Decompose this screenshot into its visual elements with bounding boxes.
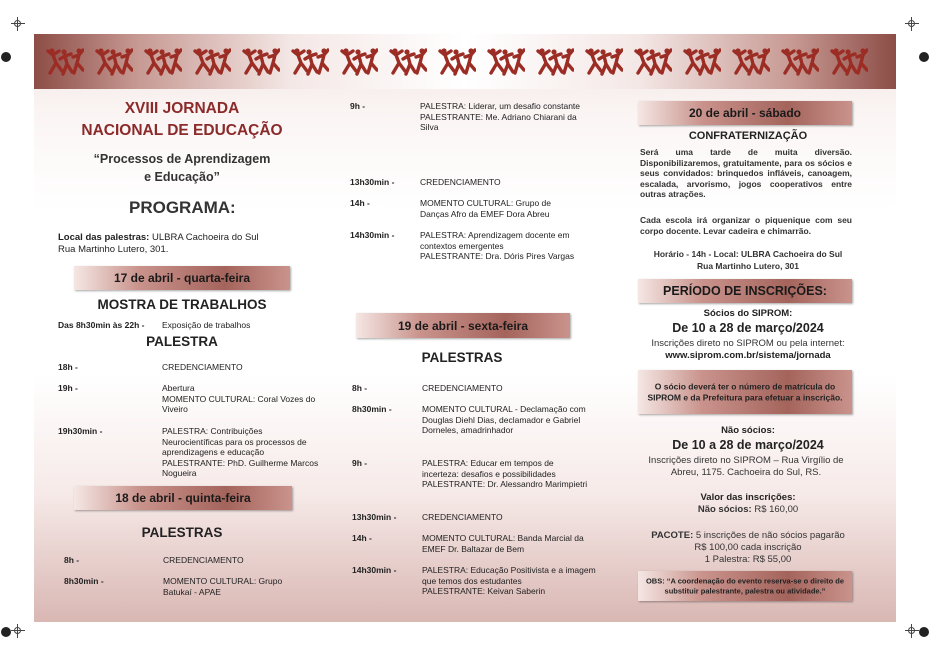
brochure-sheet [34, 34, 896, 622]
schedule-time: 8h - [64, 555, 80, 565]
mostra-desc: Exposição de trabalhos [162, 320, 251, 330]
dancing-people-icon [95, 46, 133, 78]
day19-date-label: 19 de abril - sexta-feira [397, 318, 529, 333]
dancing-people-icon [536, 46, 574, 78]
matricula-note-box [638, 370, 852, 414]
dancing-people-icon [487, 46, 525, 78]
dancing-people-icon [389, 46, 427, 78]
pacote-line3: 1 Palestra: R$ 55,00 [704, 554, 792, 565]
event-title-line1: XVIII JORNADA [124, 100, 240, 117]
local-line [58, 232, 259, 244]
schedule-time: 8h30min - [352, 404, 392, 414]
day18-date-bar [74, 486, 292, 510]
palestras-heading: PALESTRAS [421, 350, 503, 365]
valor-nao-socios-line [620, 504, 876, 516]
schedule-time: 19h - [58, 383, 78, 393]
dancing-people-icon [46, 46, 84, 78]
decorative-header-band [34, 34, 896, 89]
schedule-desc: PALESTRA: Educação Positivista e a imagem que temos dos estudantes PALESTRANTE: Keivan Saberin [422, 565, 596, 596]
schedule-desc: MOMENTO CULTURAL - Declamação com Douglas Diehl Dias, declamador e Gabriel Dorneles, amadrinhador [422, 404, 586, 435]
schedule-desc: PALESTRA: Liderar, um desafio constante PALESTRANTE: Me. Adriano Chiarani da Silva [420, 101, 581, 132]
pacote-line2: R$ 100,00 cada inscrição [694, 542, 802, 553]
schedule-time: 13h30min - [352, 512, 397, 522]
day18-date-label: 18 de abril - quinta-feira [115, 491, 251, 505]
schedule-desc: CREDENCIAMENTO [422, 383, 503, 393]
local-value: ULBRA Cachoeira do Sul [149, 232, 259, 243]
schedule-desc: Abertura MOMENTO CULTURAL: Coral Vozes do Viveiro [162, 383, 316, 414]
event-subtitle-line1: “Processos de Aprendizagem [93, 152, 271, 166]
schedule-desc: CREDENCIAMENTO [420, 177, 501, 187]
siprom-link[interactable]: www.siprom.com.br/sistema/jornada [665, 350, 831, 361]
schedule-desc: CREDENCIAMENTO [163, 555, 244, 565]
matricula-note: O sócio deverá ter o número de matrícula do SIPROM e da Prefeitura para efetuar a inscrição. [647, 381, 843, 402]
piquenique-text: Cada escola irá organizar o piquenique com seu corpo docente. Levar cadeira e chimarrão. [640, 215, 852, 236]
local-address: Rua Martinho Lutero, 301. [58, 244, 169, 255]
crop-mark-icon [11, 17, 25, 31]
day17-date-label: 17 de abril - quarta-feira [113, 271, 251, 285]
confraternizacao-text: Será uma tarde de muita diversão. Disponibilizaremos, gratuitamente, para os sócios e seus convidados: brinquedos infláveis, canoagem, escalada, arvorismo, jogos cooperativos entre outras atrações. [640, 147, 852, 199]
palestras-heading: PALESTRAS [141, 525, 223, 540]
schedule-desc: MOMENTO CULTURAL: Grupo de Danças Afro da EMEF Dora Abreu [420, 198, 551, 219]
dancing-people-icon [634, 46, 672, 78]
socios-dates: De 10 a 28 de março/2024 [672, 321, 824, 335]
crop-mark-icon [11, 624, 25, 638]
nao-socios-label: Não sócios: [721, 425, 775, 436]
schedule-desc: MOMENTO CULTURAL: Grupo Batukaí - APAE [163, 576, 283, 597]
horario-line2: Rua Martinho Lutero, 301 [696, 261, 799, 271]
dancing-people-icon [340, 46, 378, 78]
schedule-time: 9h - [350, 101, 366, 111]
dancing-people-icon [144, 46, 182, 78]
valor-label: Valor das inscrições: [700, 492, 796, 503]
day19-date-bar [356, 313, 570, 338]
schedule-desc: CREDENCIAMENTO [422, 512, 503, 522]
schedule-time: 14h30min - [352, 565, 397, 575]
event-subtitle-line2: e Educação” [144, 170, 220, 184]
dancing-people-icon [291, 46, 329, 78]
local-label: Local das palestras: [58, 232, 150, 243]
mostra-heading: MOSTRA DE TRABALHOS [97, 297, 267, 312]
obs-text: OBS: “A coordenação do evento reserva-se o direito de substituir palestrante, palestra ou atividade.” [645, 576, 845, 595]
day17-date-bar [74, 266, 290, 290]
nao-socios-dates: De 10 a 28 de março/2024 [672, 438, 824, 452]
event-title-line2: NACIONAL DE EDUCAÇÃO [81, 122, 283, 139]
pacote-label: PACOTE: [651, 530, 694, 541]
registration-mark-icon [919, 627, 929, 637]
registration-mark-icon [1, 627, 11, 637]
inscricoes-label: PERÍODO DE INSCRIÇÕES: [663, 284, 827, 298]
schedule-time: 9h - [352, 458, 368, 468]
registration-mark-icon [1, 52, 11, 62]
obs-box [638, 571, 852, 601]
schedule-desc: CREDENCIAMENTO [162, 362, 243, 372]
dancing-people-icon [781, 46, 819, 78]
programa-heading: PROGRAMA: [129, 198, 236, 217]
palestra-heading: PALESTRA [146, 334, 218, 349]
schedule-time: 18h - [58, 362, 78, 372]
schedule-time: 8h - [352, 383, 368, 393]
dancing-people-icon [732, 46, 770, 78]
crop-mark-icon [905, 17, 919, 31]
dancing-people-icon [585, 46, 623, 78]
dancing-people-icon [683, 46, 721, 78]
schedule-time: 19h30min - [58, 426, 103, 436]
day20-date-bar [638, 101, 852, 125]
mostra-time: Das 8h30min às 22h - [58, 320, 145, 330]
nao-socios-info: Inscrições direto no SIPROM – Rua Virgílio de Abreu, 1175. Cachoeira do Sul, RS. [648, 455, 844, 478]
pacote-text: 5 inscrições de não sócios pagarão [693, 530, 845, 541]
confraternizacao-heading: CONFRATERNIZAÇÃO [688, 130, 808, 142]
schedule-time: 14h30min - [350, 230, 395, 240]
schedule-desc: MOMENTO CULTURAL: Banda Marcial da EMEF Dr. Baltazar de Bem [422, 533, 584, 554]
dancing-people-icon [242, 46, 280, 78]
schedule-time: 13h30min - [350, 177, 395, 187]
schedule-time: 14h - [352, 533, 372, 543]
horario-line1: Horário - 14h - Local: ULBRA Cachoeira do Sul [653, 249, 843, 259]
dancing-people-icon [193, 46, 231, 78]
pacote-line1 [620, 530, 876, 542]
valor-nao-socios-value: R$ 160,00 [751, 504, 799, 515]
registration-mark-icon [919, 52, 929, 62]
crop-mark-icon [905, 624, 919, 638]
schedule-desc: PALESTRA: Contribuições Neurocientíficas para os processos de aprendizagens e educação PALESTRANTE: PhD. Guilherme Marcos Nogueira [162, 426, 319, 478]
dancing-people-icon [438, 46, 476, 78]
socios-label: Sócios do SIPROM: [703, 308, 793, 319]
schedule-desc: PALESTRA: Educar em tempos de incerteza: desafios e possibilidades PALESTRANTE: Dr. Alessandro Marimpietri [422, 458, 588, 489]
schedule-time: 14h - [350, 198, 370, 208]
inscricoes-bar [638, 279, 852, 303]
dancing-people-icon [830, 46, 868, 78]
socios-info: Inscrições direto no SIPROM ou pela internet: [651, 338, 845, 349]
schedule-time: 8h30min - [64, 576, 104, 586]
valor-nao-socios-label: Não sócios: [697, 504, 752, 515]
schedule-desc: PALESTRA: Aprendizagem docente em contextos emergentes PALESTRANTE: Dra. Dóris Pires Vargas [420, 230, 575, 261]
day20-date-label: 20 de abril - sábado [688, 106, 802, 120]
